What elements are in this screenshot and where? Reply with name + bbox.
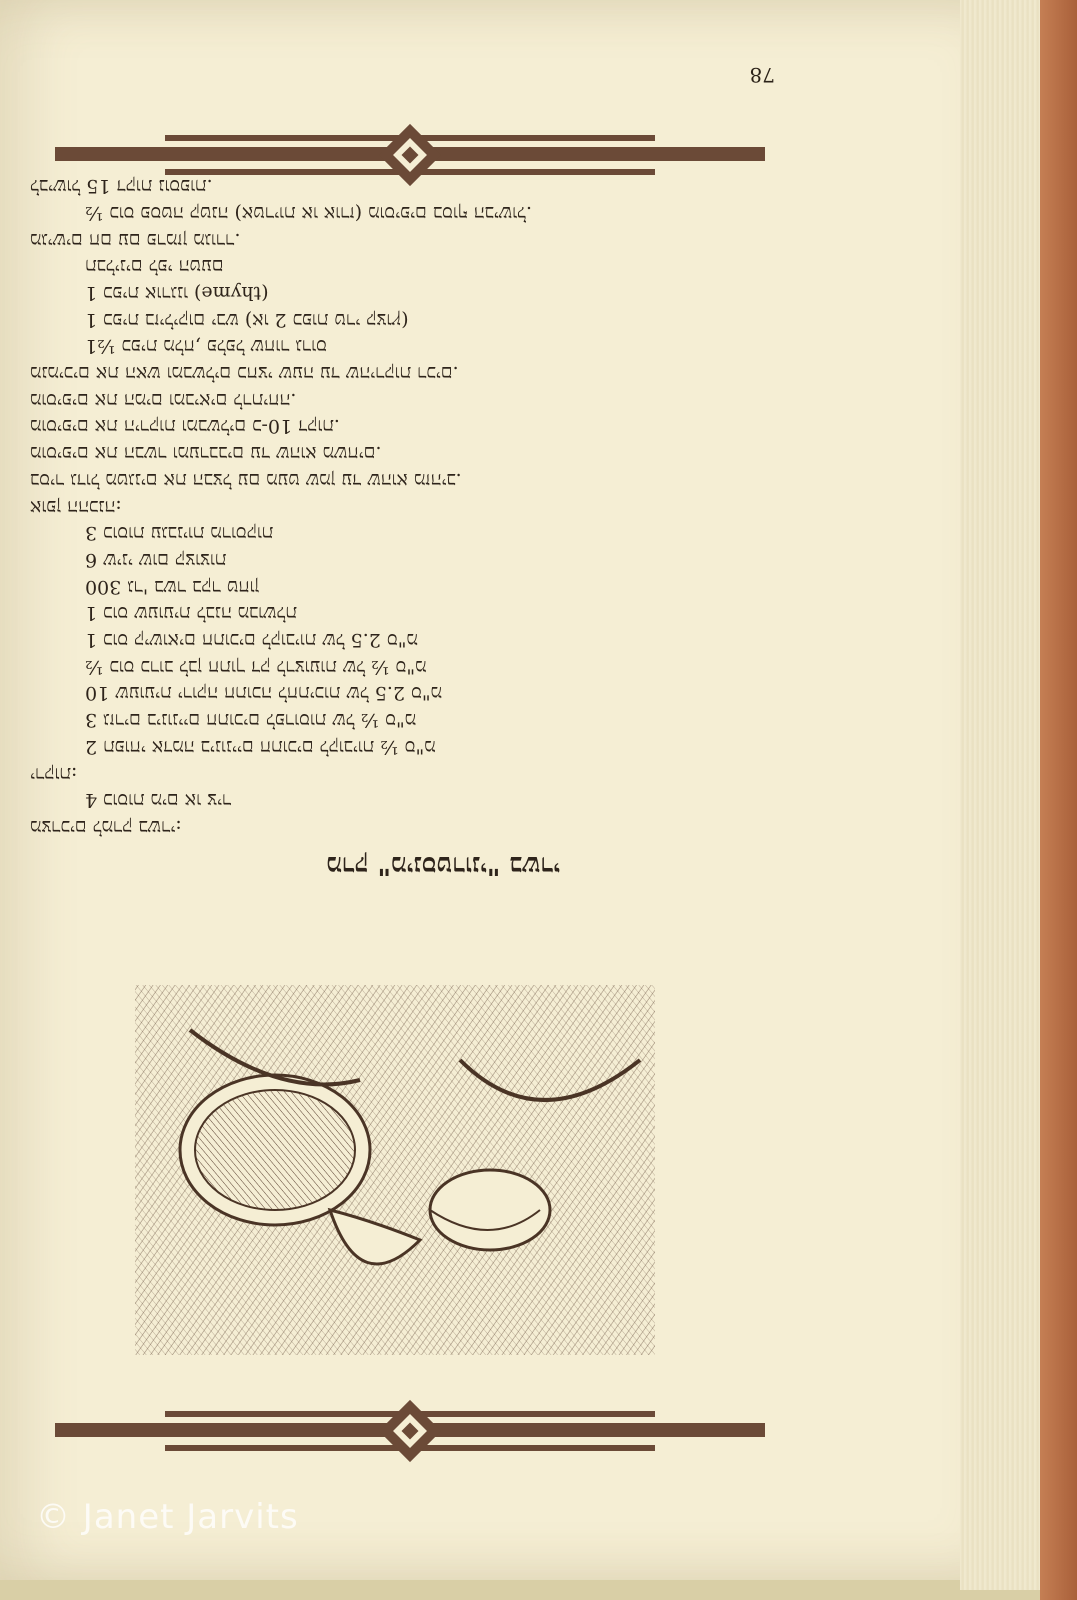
recipe-line: לבישול 15 דקות נוספות. (30, 175, 213, 198)
recipe-line: 3 גזרים בינוניים חתוכים לפרוסות של ½ ס"מ (85, 709, 416, 732)
recipe-line: תבלינים לפי הטעם (85, 255, 224, 278)
recipe-line: מוסיפים את הבשר ומערבבים עד שהוא משחים. (30, 442, 382, 465)
vegetable-sketch-illustration (130, 980, 660, 1360)
recipe-line: 1 כוס שעועית לבנה מבושלת (85, 602, 297, 625)
book-cover-edge (1040, 0, 1077, 1600)
recipe-line: 1 כוס קישואים חתוכים לקוביות של 2.5 ס"מ (85, 629, 418, 652)
recipe-line: אופן ההכנה: (30, 495, 122, 518)
recipe-line: 2 תפוחי אדמה בינוניים חתוכים לקוביות ½ ס"מ (85, 735, 436, 758)
recipe-line: 6 שיני שום קצוצות (85, 548, 227, 571)
page-number: 78 (749, 63, 775, 87)
recipe-line: 3 כוסות עגבניות מרוסקות (85, 522, 274, 545)
recipe-line: ½ כוס פסטה קטנה (אטריות או אורז) מוסיפים בסוף הבישול. (85, 201, 532, 224)
recipe-line: ½ כוס כרוב לבן חתוך דק לרצועות של ½ ס"מ (85, 655, 427, 678)
recipe-line: מוסיפים את הירקות ומבשלים כ-10 דקות. (30, 415, 340, 438)
recipe-line: 1 כפית בזיליקום יבש (או 2 כפות טרי קצוץ) (85, 308, 409, 331)
recipe-line: 10 שעועית ירוקה חתוכה לחתיכות של 2.5 ס"מ (85, 682, 442, 705)
bottom-ornament (55, 1398, 765, 1464)
recipe-line: בסיר גדול מטגנים את הבצל עם מעט שמן עד שהוא מזהיב. (30, 468, 462, 491)
recipe-line: מנמיכים את האש ומבשלים כחצי שעה עד שהירקות רכים. (30, 362, 459, 385)
copyright-watermark: © Janet Jarvits (36, 1497, 299, 1537)
recipe-line: מצרכים למרק בשרי: (30, 816, 182, 838)
recipe-line: 300 גר' בשר בקר טחון (85, 575, 260, 598)
recipe-title: מרק "מינסטרוני" בשרי (326, 850, 560, 880)
recipe-line: מוסיפים את המים ומביאים לרתיחה. (30, 388, 297, 411)
recipe-line: 1 כפית אורגנו (thyme) (85, 281, 269, 304)
recipe-line: 4 כוסות מים או ציר (85, 789, 232, 812)
recipe-line: ירקות: (30, 762, 78, 785)
recipe-line: 1½ כפית מלח, פלפל שחור גרוס (85, 335, 327, 358)
recipe-line: מגישים חם עם פרמזן מגורר. (30, 228, 241, 251)
recipe-text (30, 172, 750, 840)
